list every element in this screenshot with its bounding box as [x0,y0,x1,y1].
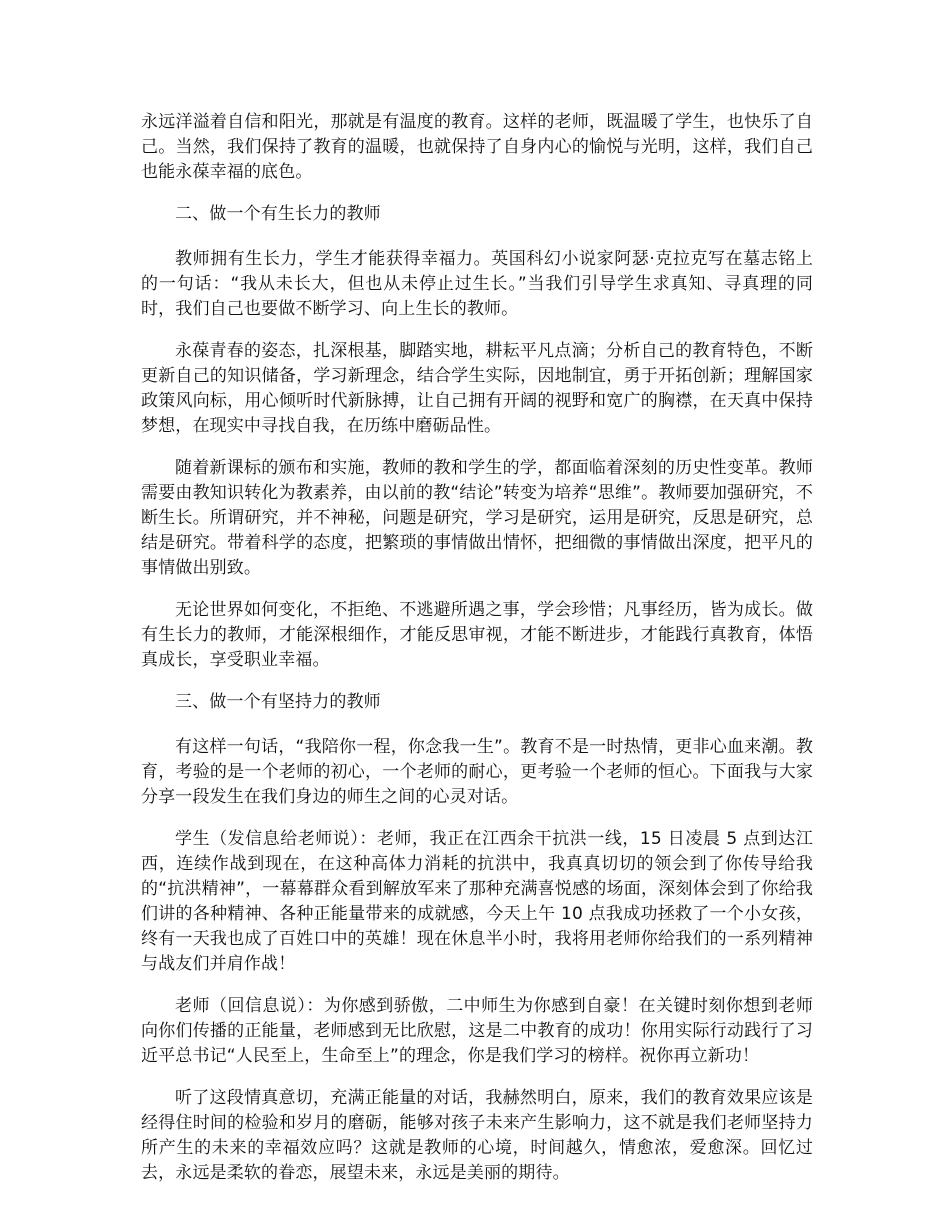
paragraph-growth-1: 教师拥有生长力，学生才能获得幸福力。英国科幻小说家阿瑟·克拉克写在墓志铭上的一句话：“我从未长大，但也从未停止过生长。”当我们引导学生求真知、寻真理的同时，我们自己也要做不断学习、向上生长的教师。 [141,249,813,319]
section-heading-growth: 二、做一个有生长力的教师 [175,204,381,224]
paragraph-teacher-reply: 老师（回信息说）：为你感到骄傲，二中师生为你感到自豪！在关键时刻你想到老师向你们传播的正能量，老师感到无比欣慰，这是二中教育的成功！你用实际行动践行了习近平总书记“人民至上，生命至上”的理念，你是我们学习的榜样。祝你再立新功！ [141,996,813,1066]
paragraph-conclusion: 听了这段情真意切，充满正能量的对话，我赫然明白，原来，我们的教育效果应该是经得住时间的检验和岁月的磨砺，能够对孩子未来产生影响力，这不就是我们老师坚持力所产生的未来的幸福效应吗？这就是教师的心境，时间越久，情愈浓，爱愈深。回忆过去，永远是柔软的眷恋，展望未来，永远是美丽的期待。 [141,1088,813,1183]
paragraph-intro-continuation: 永远洋溢着自信和阳光，那就是有温度的教育。这样的老师，既温暖了学生，也快乐了自己。当然，我们保持了教育的温暖，也就保持了自身内心的愉悦与光明，这样，我们自己也能永葆幸福的底色。 [141,112,813,182]
section-heading-persistence: 三、做一个有坚持力的教师 [175,692,381,712]
paragraph-persistence-1: 有这样一句话，“我陪你一程，你念我一生”。教育不是一时热情，更非心血来潮。教育，考验的是一个老师的初心，一个老师的耐心，更考验一个老师的恒心。下面我与大家分享一段发生在我们身边的师生之间的心灵对话。 [141,737,813,807]
paragraph-growth-2: 永葆青春的姿态，扎深根基，脚踏实地，耕耘平凡点滴；分析自己的教育特色，不断更新自己的知识储备，学习新理念，结合学生实际，因地制宜，勇于开拓创新；理解国家政策风向标，用心倾听时代新脉搏，让自己拥有开阔的视野和宽广的胸襟，在天真中保持梦想，在现实中寻找自我，在历练中磨砺品性。 [141,341,813,436]
paragraph-growth-4: 无论世界如何变化，不拒绝、不逃避所遇之事，学会珍惜；凡事经历，皆为成长。做有生长力的教师，才能深根细作，才能反思审视，才能不断进步，才能践行真教育，体悟真成长，享受职业幸福。 [141,600,813,670]
document-body [141,110,813,1203]
paragraph-growth-3: 随着新课标的颁布和实施，教师的教和学生的学，都面临着深刻的历史性变革。教师需要由教知识转化为教素养，由以前的教“结论”转变为培养“思维”。教师要加强研究，不断生长。所谓研究，并不神秘，问题是研究，学习是研究，运用是研究，反思是研究，总结是研究。带着科学的态度，把繁琐的事情做出情怀，把细微的事情做出深度，把平凡的事情做出别致。 [141,458,813,578]
paragraph-student-message: 学生（发信息给老师说）：老师，我正在江西余干抗洪一线，15 日凌晨 5 点到达江西，连续作战到现在，在这种高体力消耗的抗洪中，我真真切切的领会到了你传导给我的“抗洪精神”，一幕幕群众看到解放军来了那种充满喜悦感的场面，深刻体会到了你给我们讲的各种精神、各种正能量带来的成就感，今天上午 10 点我成功拯救了一个小女孩，终有一天我也成了百姓口中的英雄！现在休息半小时，我将用老师你给我们的一系列精神与战友们并肩作战！ [141,829,813,974]
